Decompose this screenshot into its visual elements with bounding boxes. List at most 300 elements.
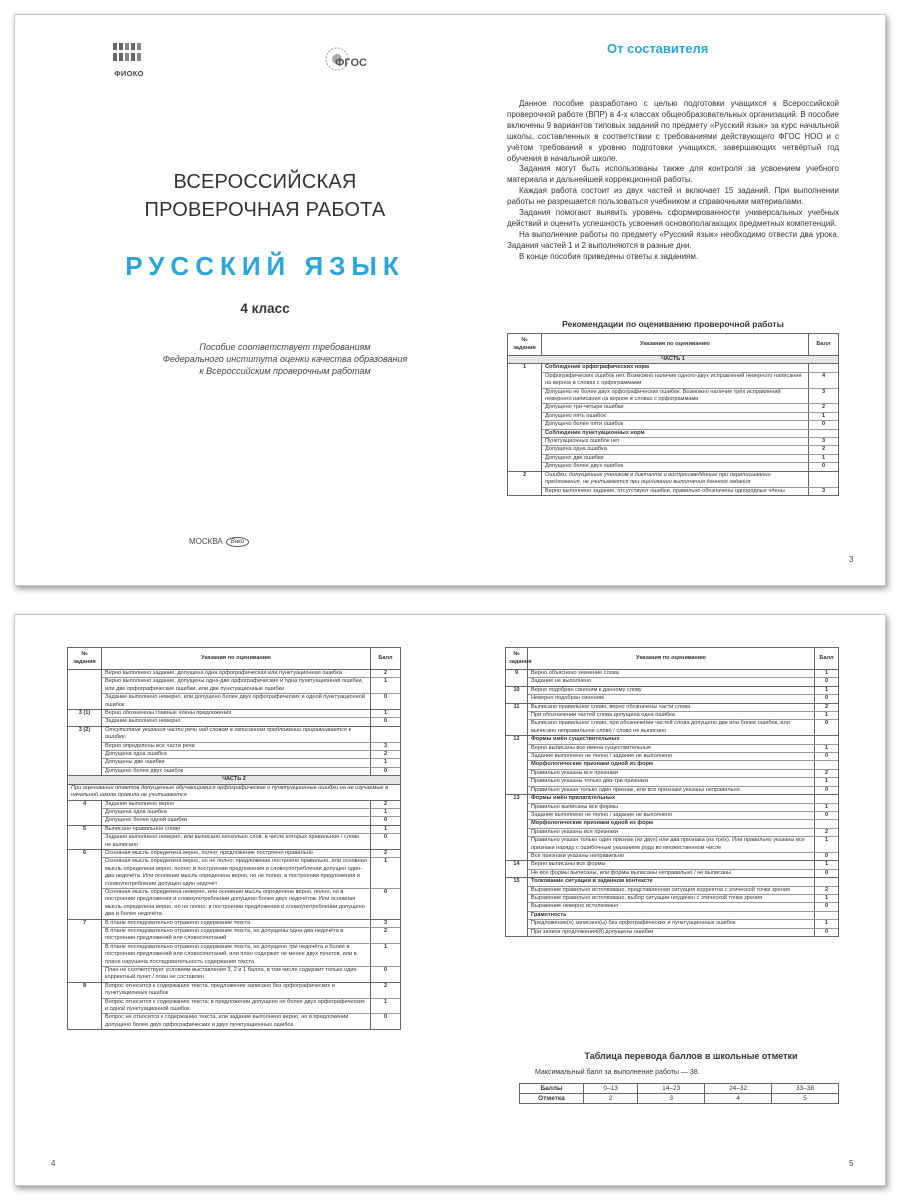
criterion-line xyxy=(528,704,838,711)
criterion-points: 2 xyxy=(814,829,838,836)
subject-title: РУССКИЙ ЯЗЫК xyxy=(125,251,405,281)
criterion-line xyxy=(102,727,400,742)
criterion-line xyxy=(102,998,400,1014)
publisher-city: МОСКВА xyxy=(189,537,223,547)
criterion-points: 0 xyxy=(814,695,838,702)
criterion-line xyxy=(528,694,838,702)
criterion-text: Допущено три-четыре ошибки xyxy=(545,404,624,411)
criterion-line xyxy=(102,801,400,808)
criterion-line xyxy=(528,878,838,885)
criterion-points: 1 xyxy=(814,745,838,752)
criterion-points: 0 xyxy=(814,903,838,910)
criterion-points xyxy=(814,761,838,768)
score-range: 0–13 xyxy=(584,1084,638,1094)
criterion-line xyxy=(528,777,838,785)
criterion-line xyxy=(528,670,838,677)
criterion-points: 0 xyxy=(814,812,838,819)
score-scale-table xyxy=(519,1083,839,1104)
criterion-text: Вопрос относится к содержанию текста, предложение записано без орфографических и пунктуационных ошибок xyxy=(105,982,335,997)
criterion-text: Задание выполнено не полно / задание не выполнено xyxy=(531,753,673,760)
col-header-instructions: Указания по оцениванию xyxy=(102,648,371,670)
task-criteria xyxy=(102,825,401,849)
criterion-line xyxy=(542,487,838,495)
criterion-points: 1 xyxy=(814,837,838,852)
criterion-line xyxy=(528,869,838,877)
criterion-text: Допущено более пяти ошибок xyxy=(545,421,624,428)
task-criteria xyxy=(528,795,839,861)
criterion-text: Верно выполнено задание, допущена одна орфографическая или пунктуационная ошибка xyxy=(105,670,342,676)
school-mark: 3 xyxy=(638,1094,705,1104)
criterion-points xyxy=(808,430,838,437)
task-criteria xyxy=(102,919,401,982)
task-row xyxy=(506,686,839,703)
task-row xyxy=(506,795,839,861)
col-header-num: № задания xyxy=(508,334,542,356)
criterion-text: Правильно указаны все признаки xyxy=(531,769,618,776)
page-number: 3 xyxy=(849,555,854,564)
criterion-text: Верно выписаны все имена существительные xyxy=(531,744,652,751)
part-2-note: При оценивании ответов допущенные обучающимися орфографические и пунктуационные ошибки на не изучаемые в начальной школе правила не учитываются xyxy=(68,784,401,800)
task-number: 1 xyxy=(508,364,542,471)
criterion-points: 2 xyxy=(814,887,838,894)
criterion-points: 1 xyxy=(814,687,838,694)
criterion-text: Верно определены все части речи xyxy=(105,742,195,749)
task-row xyxy=(506,878,839,937)
score-scale-max: Максимальный балл за выполнение работы — 38. xyxy=(535,1069,700,1076)
criterion-points: 1 xyxy=(814,670,838,677)
criterion-points: 0 xyxy=(370,768,400,775)
criterion-points: 1 xyxy=(814,804,838,811)
criterion-points: 0 xyxy=(814,787,838,794)
criterion-text: Правильно указан только один признак, или все признаки указаны неправильно xyxy=(531,786,740,793)
criterion-text: Допущены две ошибки xyxy=(105,759,165,766)
criterion-text: Выражение правильно истолковано, выбор ситуации неудачен с этической точки зрения xyxy=(531,894,763,901)
criterion-points xyxy=(814,878,838,885)
criterion-text: Ошибки, допущенные учеником в диктанте и воспроизведённые при переписывании предложения, не учитываются при оценивании выполнения данного задания xyxy=(545,471,771,486)
intro-paragraph: Задания помогают выявить уровень сформированности универсальных учебных действий и оценить успешность усвоения основополагающих предметных компетенций. xyxy=(507,208,839,228)
criterion-text: Все признаки указаны неправильно xyxy=(531,852,625,859)
criterion-points: 2 xyxy=(370,670,400,677)
criterion-points: 0 xyxy=(808,463,838,470)
part-2-heading: ЧАСТЬ 2 xyxy=(68,776,401,784)
criterion-text: Правильно указаны только два-три признака xyxy=(531,778,649,785)
intro-paragraph: Задания могут быть использованы также для контроля за усвоением учебного материала и дальнейшей коррекционной работы. xyxy=(507,164,839,185)
task-number: 5 xyxy=(68,825,102,849)
criterion-points: 2 xyxy=(814,770,838,777)
criterion-points: 0 xyxy=(370,718,400,725)
criterion-text: Верно выполнено задание, допущены одна-две орфографические и одна пунктуационная ошибки, или две орфографические ошибки, или две пунктуационные ошибки xyxy=(105,678,364,692)
criterion-line xyxy=(528,861,838,868)
criterion-points: 0 xyxy=(814,720,838,735)
criterion-text: Задание не выполнено xyxy=(531,678,592,685)
col-header-points: Балл xyxy=(815,648,839,670)
criterion-points: 0 xyxy=(370,834,400,849)
compliance-note xyxy=(105,341,465,377)
criterion-text: Допущено более двух ошибок xyxy=(105,767,184,774)
criterion-text: Выписано правильное слово, верно обозначены части слова xyxy=(531,703,691,710)
intro-paragraph: Каждая работа состоит из двух частей и включает 15 заданий. При выполнении работы не разрешается пользоваться учебником и справочными материалами. xyxy=(507,186,839,207)
criterion-line xyxy=(528,894,838,902)
criterion-line xyxy=(528,836,838,852)
criterion-line xyxy=(542,437,838,445)
criterion-points: 0 xyxy=(814,929,838,936)
criterion-points: 4 xyxy=(808,373,838,388)
task-row xyxy=(506,703,839,736)
criterion-text: Верно выполнено задание, отсутствуют ошибки, правильно обозначены однородные члены xyxy=(545,487,785,494)
criterion-points xyxy=(814,912,838,919)
school-mark: 2 xyxy=(584,1094,638,1104)
criterion-text: Выписано правильное слово xyxy=(105,825,181,832)
criterion-line xyxy=(102,767,400,775)
criterion-text: Выражение правильно истолковано, представленная ситуация корректна с этической точки зрения xyxy=(531,886,791,893)
page-spread-bottom xyxy=(14,614,886,1186)
task-criteria xyxy=(102,726,401,775)
criterion-points: 0 xyxy=(808,421,838,428)
criterion-heading: Соблюдение пунктуационных норм xyxy=(545,429,645,436)
task-criteria xyxy=(528,878,839,937)
criterion-text: Правильно указан только один признак (из двух) или два признака (из трёх). Или правильно указаны все признаки наряду с ошибочным указанием рода во множественном числе xyxy=(531,837,805,851)
publisher xyxy=(189,537,249,547)
criterion-line xyxy=(528,919,838,927)
score-scale-row xyxy=(520,1084,839,1094)
page-number-right: 5 xyxy=(849,1159,854,1168)
criterion-line xyxy=(102,826,400,833)
criterion-points: 1 xyxy=(814,778,838,785)
criterion-line xyxy=(102,717,400,725)
task-number: 9 xyxy=(506,670,528,687)
criterion-line xyxy=(528,803,838,811)
criterion-text: Допущено пять ошибок xyxy=(545,412,606,419)
criterion-points: 3 xyxy=(808,438,838,445)
criterion-points: 0 xyxy=(370,817,400,824)
fgos-logo-text: ФГОС xyxy=(335,57,367,69)
task-row xyxy=(506,861,839,878)
task-number: 7 xyxy=(68,919,102,982)
task-criteria xyxy=(528,670,839,687)
criterion-text: Допущена одна ошибка xyxy=(105,808,167,815)
task-criteria xyxy=(102,982,401,1029)
criterion-points: 1 xyxy=(808,413,838,420)
criterion-line xyxy=(528,769,838,777)
recommendations-title: Рекомендации по оцениванию проверочной работы xyxy=(562,319,784,329)
criterion-points: 2 xyxy=(370,751,400,758)
fioko-logo-icon xyxy=(112,41,146,63)
criterion-line xyxy=(102,670,400,677)
criterion-text: Задание выполнено неверно, или выписано несколько слов, в числе которых правильное / слово не выписано xyxy=(105,834,360,848)
criterion-points: 0 xyxy=(370,694,400,709)
criterion-points: 1 xyxy=(808,455,838,462)
criterion-text: Выражение неверно истолковано xyxy=(531,903,619,910)
criterion-points: 2 xyxy=(808,446,838,453)
criterion-line xyxy=(528,811,838,819)
criterion-text: В плане последовательно отражено содержание текста, но допущены одна-два недочёта в построении предложений или словосочетаний xyxy=(105,928,344,942)
criterion-points: 1 xyxy=(814,861,838,868)
compiler-heading: От составителя xyxy=(607,41,709,56)
criterion-line xyxy=(528,687,838,694)
task-row xyxy=(68,825,401,849)
criterion-line xyxy=(542,472,838,487)
criterion-line xyxy=(102,850,400,857)
criterion-text: План не соответствует условиям выставления 3, 2 и 1 балла, в том числе содержит только один корректный пункт / план не составлен xyxy=(105,967,357,981)
criterion-line xyxy=(102,966,400,982)
criterion-points: 3 xyxy=(808,389,838,404)
task-criteria xyxy=(102,800,401,825)
task-row xyxy=(506,670,839,687)
criterion-text: Основная мысль определена верно, полно; предложение построено правильно xyxy=(105,849,313,856)
criterion-heading: Формы имён прилагательных xyxy=(531,795,616,802)
criterion-points: 2 xyxy=(370,801,400,808)
criterion-text: Допущена одна ошибка xyxy=(545,446,607,453)
criterion-text: Допущено не более двух орфографических ошибок. Возможно наличие трёх исправлений неверного написания на верное в словах с орфограммами xyxy=(545,388,781,403)
col-header-instructions: Указания по оцениванию xyxy=(528,648,815,670)
criterion-text: Орфографических ошибок нет. Возможно наличие одного-двух исправлений неверного написания на верное в словах с орфограммами xyxy=(545,372,802,387)
compliance-note-line: Федерального института оценки качества образования xyxy=(162,354,408,364)
criterion-points: 1 xyxy=(370,678,400,693)
criterion-text: Основная мысль определена верно, но не полно; предложение построено правильно, или основная мысль определена верно, полно; в построении предложения и словоупотреблении допущен один-два недочёта. Или основная мысль определена верно, но не полно; в построении предложения и словоупотреблении допущен один недочёт xyxy=(105,858,367,887)
criterion-text: Допущена одна ошибка xyxy=(105,751,167,758)
task-row xyxy=(508,471,839,495)
task-row xyxy=(68,919,401,982)
criterion-line xyxy=(542,372,838,388)
criterion-text: Допущено более двух ошибок xyxy=(545,463,624,470)
criterion-text: Вопрос не относится к содержанию текста, или задание выполнено верно, но в предложении допущено более двух орфографических и двух пунктуационных ошибок xyxy=(105,1014,349,1028)
criterion-line xyxy=(542,412,838,420)
criterion-line xyxy=(528,828,838,836)
task-number: 15 xyxy=(506,878,528,937)
criterion-points xyxy=(814,820,838,827)
criterion-text: В плане последовательно отражено содержание текста xyxy=(105,919,251,926)
criterion-text: Задание выполнено не полно / задание не выполнено xyxy=(531,811,673,818)
fioko-logo xyxy=(111,41,147,81)
intro-paragraph: На выполнение работы по предмету «Русский язык» необходимо отвести два урока. Задания частей 1 и 2 выполняются в разные дни. xyxy=(507,229,839,250)
criterion-heading: Толкование ситуации в заданном контексте xyxy=(531,878,653,885)
score-row-label: Баллы xyxy=(520,1084,584,1094)
criterion-line xyxy=(528,786,838,794)
criterion-text: Неверно подобран синоним xyxy=(531,695,604,702)
criterion-points: 1 xyxy=(814,920,838,927)
task-row xyxy=(68,982,401,1029)
criterion-points: 1 xyxy=(370,826,400,833)
criterion-points: 3 xyxy=(370,743,400,750)
criterion-points xyxy=(370,727,400,742)
task-number: 8 xyxy=(68,982,102,1029)
criterion-line xyxy=(102,920,400,927)
criterion-text: Не все формы выписаны, или формы выписаны неправильно / не выписаны xyxy=(531,869,732,876)
criterion-text: При обозначении частей слова допущена одна ошибка xyxy=(531,712,675,719)
task-number xyxy=(68,670,102,710)
score-range: 33–38 xyxy=(772,1084,839,1094)
criterion-text: Отсутствие указания части речи над словом в записанном предложении приравнивается к ошибке. xyxy=(105,726,352,741)
grading-table-part1 xyxy=(507,333,839,496)
criterion-line xyxy=(102,808,400,816)
criterion-text: В плане последовательно отражено содержание текста, но допущено три недочёта и более в построении предложений или словосочетаний, или план содержит не менее двух пунктов, или в плане нарушена последовательность содержания текста xyxy=(105,943,357,965)
criterion-points: 0 xyxy=(814,870,838,877)
criterion-line xyxy=(102,693,400,709)
criterion-text: Допущено две ошибки xyxy=(545,454,604,461)
criterion-points: 1 xyxy=(370,759,400,766)
task-criteria xyxy=(542,471,839,495)
criterion-points: 3 xyxy=(370,920,400,927)
criterion-line xyxy=(102,758,400,766)
criterion-line xyxy=(528,677,838,685)
task-criteria xyxy=(528,736,839,795)
criterion-line xyxy=(528,795,838,802)
criterion-line xyxy=(528,852,838,860)
criterion-line xyxy=(102,927,400,943)
criterion-text: Задание выполнено верно xyxy=(105,800,175,807)
criterion-points: 2 xyxy=(370,983,400,998)
criterion-line xyxy=(528,902,838,910)
criterion-line xyxy=(528,752,838,760)
task-criteria xyxy=(528,686,839,703)
criterion-text: Правильно выписаны все формы xyxy=(531,803,619,810)
task-number: 10 xyxy=(506,686,528,703)
criterion-line xyxy=(542,364,838,371)
title-line-1: ВСЕРОССИЙСКАЯ xyxy=(173,171,357,193)
score-range: 14–23 xyxy=(638,1084,705,1094)
grading-table-right xyxy=(505,647,839,937)
task-number: 14 xyxy=(506,861,528,878)
criterion-points xyxy=(814,795,838,802)
criterion-line xyxy=(528,911,838,919)
criterion-text: Пунктуационных ошибок нет xyxy=(545,438,620,445)
criterion-line xyxy=(102,857,400,888)
criterion-line xyxy=(542,454,838,462)
criterion-line xyxy=(102,1013,400,1029)
col-header-num: № задания xyxy=(506,648,528,670)
criterion-line xyxy=(102,888,400,919)
criterion-points: 1 xyxy=(370,710,400,717)
criterion-points xyxy=(808,472,838,487)
task-criteria xyxy=(528,861,839,878)
criterion-line xyxy=(102,750,400,758)
criterion-line xyxy=(542,429,838,437)
criterion-text: Верно выписаны все формы xyxy=(531,861,606,868)
criterion-line xyxy=(102,742,400,750)
criterion-line xyxy=(542,445,838,453)
page-number-left: 4 xyxy=(51,1159,56,1168)
task-criteria xyxy=(102,710,401,727)
criterion-text: Допущено более одной ошибки xyxy=(105,817,188,824)
score-scale-row xyxy=(520,1094,839,1104)
criterion-points: 2 xyxy=(808,404,838,411)
criterion-points: 1 xyxy=(370,944,400,966)
criterion-line xyxy=(102,677,400,693)
criterion-line xyxy=(528,886,838,894)
score-range: 24–32 xyxy=(705,1084,772,1094)
compliance-note-line: Пособие соответствует требованиям xyxy=(199,342,371,352)
criterion-heading: Соблюдение орфографических норм xyxy=(545,364,650,371)
task-number: 4 xyxy=(68,800,102,825)
criterion-points: 0 xyxy=(814,753,838,760)
criterion-line xyxy=(528,736,838,743)
task-row xyxy=(68,670,401,710)
criterion-heading: Формы имён существительных xyxy=(531,736,620,743)
criterion-text: Задание выполнено неверно, или допущено более двух орфографических и одной пунктуационной ошибок xyxy=(105,694,366,708)
criterion-line xyxy=(528,719,838,735)
task-number: 3 (2) xyxy=(68,726,102,775)
criterion-text: При записи предложения(й) допущены ошибки xyxy=(531,928,654,935)
criterion-points: 2 xyxy=(814,704,838,711)
task-number: 12 xyxy=(506,736,528,795)
criterion-line xyxy=(102,943,400,966)
criterion-points: 0 xyxy=(370,1014,400,1029)
criterion-text: Вопрос относится к содержанию текста; в предложении допущено не более двух орфографических и одной пунктуационной ошибок xyxy=(105,998,365,1013)
criterion-line xyxy=(528,711,838,719)
criterion-line xyxy=(528,928,838,936)
task-row xyxy=(68,800,401,825)
page-spread-top xyxy=(14,14,886,586)
criterion-points: 1 xyxy=(814,712,838,719)
criterion-line xyxy=(528,760,838,768)
task-criteria xyxy=(102,849,401,919)
col-header-points: Балл xyxy=(371,648,401,670)
task-row xyxy=(68,726,401,775)
task-criteria xyxy=(528,703,839,736)
task-number: 2 xyxy=(508,471,542,495)
criterion-line xyxy=(102,710,400,717)
school-mark: 4 xyxy=(705,1094,772,1104)
criterion-line xyxy=(102,983,400,998)
criterion-points xyxy=(808,364,838,371)
criterion-text: Правильно указаны все признаки xyxy=(531,828,618,835)
criterion-line xyxy=(542,403,838,411)
col-header-instructions: Указания по оцениванию xyxy=(542,334,809,356)
score-scale-title: Таблица перевода баллов в школьные отметки xyxy=(584,1051,798,1061)
compliance-note-line: к Всероссийским проверочным работам xyxy=(199,366,371,376)
criterion-points: 2 xyxy=(370,850,400,857)
part-1-heading: ЧАСТЬ 1 xyxy=(508,356,839,364)
task-number: 3 (1) xyxy=(68,710,102,727)
criterion-points: 1 xyxy=(814,895,838,902)
criterion-points: 1 xyxy=(370,999,400,1014)
task-criteria xyxy=(542,364,839,471)
task-row xyxy=(508,364,839,471)
fioko-logo-text: ФИОКО xyxy=(114,69,144,78)
col-header-points: Балл xyxy=(809,334,839,356)
criterion-points xyxy=(814,736,838,743)
publisher-logo: Вако xyxy=(226,537,250,547)
criterion-points: 2 xyxy=(370,928,400,943)
criterion-line xyxy=(528,744,838,752)
criterion-text: Основная мысль определена неверно, или основная мысль определена верно, полно, но в построении предложения и словоупотреблении допущено более двух недочётов. Или основная мысль определена верно, но не полно; в построении предложения и словоупотреблении допущено два и более недочёта xyxy=(105,888,365,918)
criterion-points: 0 xyxy=(814,853,838,860)
task-row xyxy=(506,736,839,795)
task-number: 6 xyxy=(68,849,102,919)
criterion-line xyxy=(102,833,400,849)
school-mark: 5 xyxy=(772,1094,839,1104)
criterion-heading: Грамотность xyxy=(531,911,567,918)
task-number: 11 xyxy=(506,703,528,736)
task-criteria xyxy=(102,670,401,710)
criterion-points: 1 xyxy=(370,858,400,888)
criterion-text: Задание выполнено неверно xyxy=(105,718,181,725)
intro-paragraph: В конце пособия приведены ответы к заданиям. xyxy=(519,251,699,261)
criterion-line xyxy=(542,462,838,470)
grading-table-left xyxy=(67,647,401,1030)
criterion-line xyxy=(528,819,838,827)
task-row xyxy=(68,849,401,919)
grade-label: 4 класс xyxy=(240,301,290,316)
criterion-heading: Морфологические признаки одной из форм xyxy=(531,820,654,827)
criterion-text: Выписано правильное слово, при обозначении частей слова допущено две или более ошибок, или выписано неправильное слово / слово не выписано xyxy=(531,720,790,734)
criterion-points: 0 xyxy=(814,678,838,685)
mark-row-label: Отметка xyxy=(520,1094,584,1104)
criterion-points: 0 xyxy=(370,967,400,982)
criterion-text: Верно обозначены главные члены предложения xyxy=(105,710,232,717)
criterion-heading: Морфологические признаки одной из форм xyxy=(531,761,654,768)
fgos-logo xyxy=(323,45,367,75)
